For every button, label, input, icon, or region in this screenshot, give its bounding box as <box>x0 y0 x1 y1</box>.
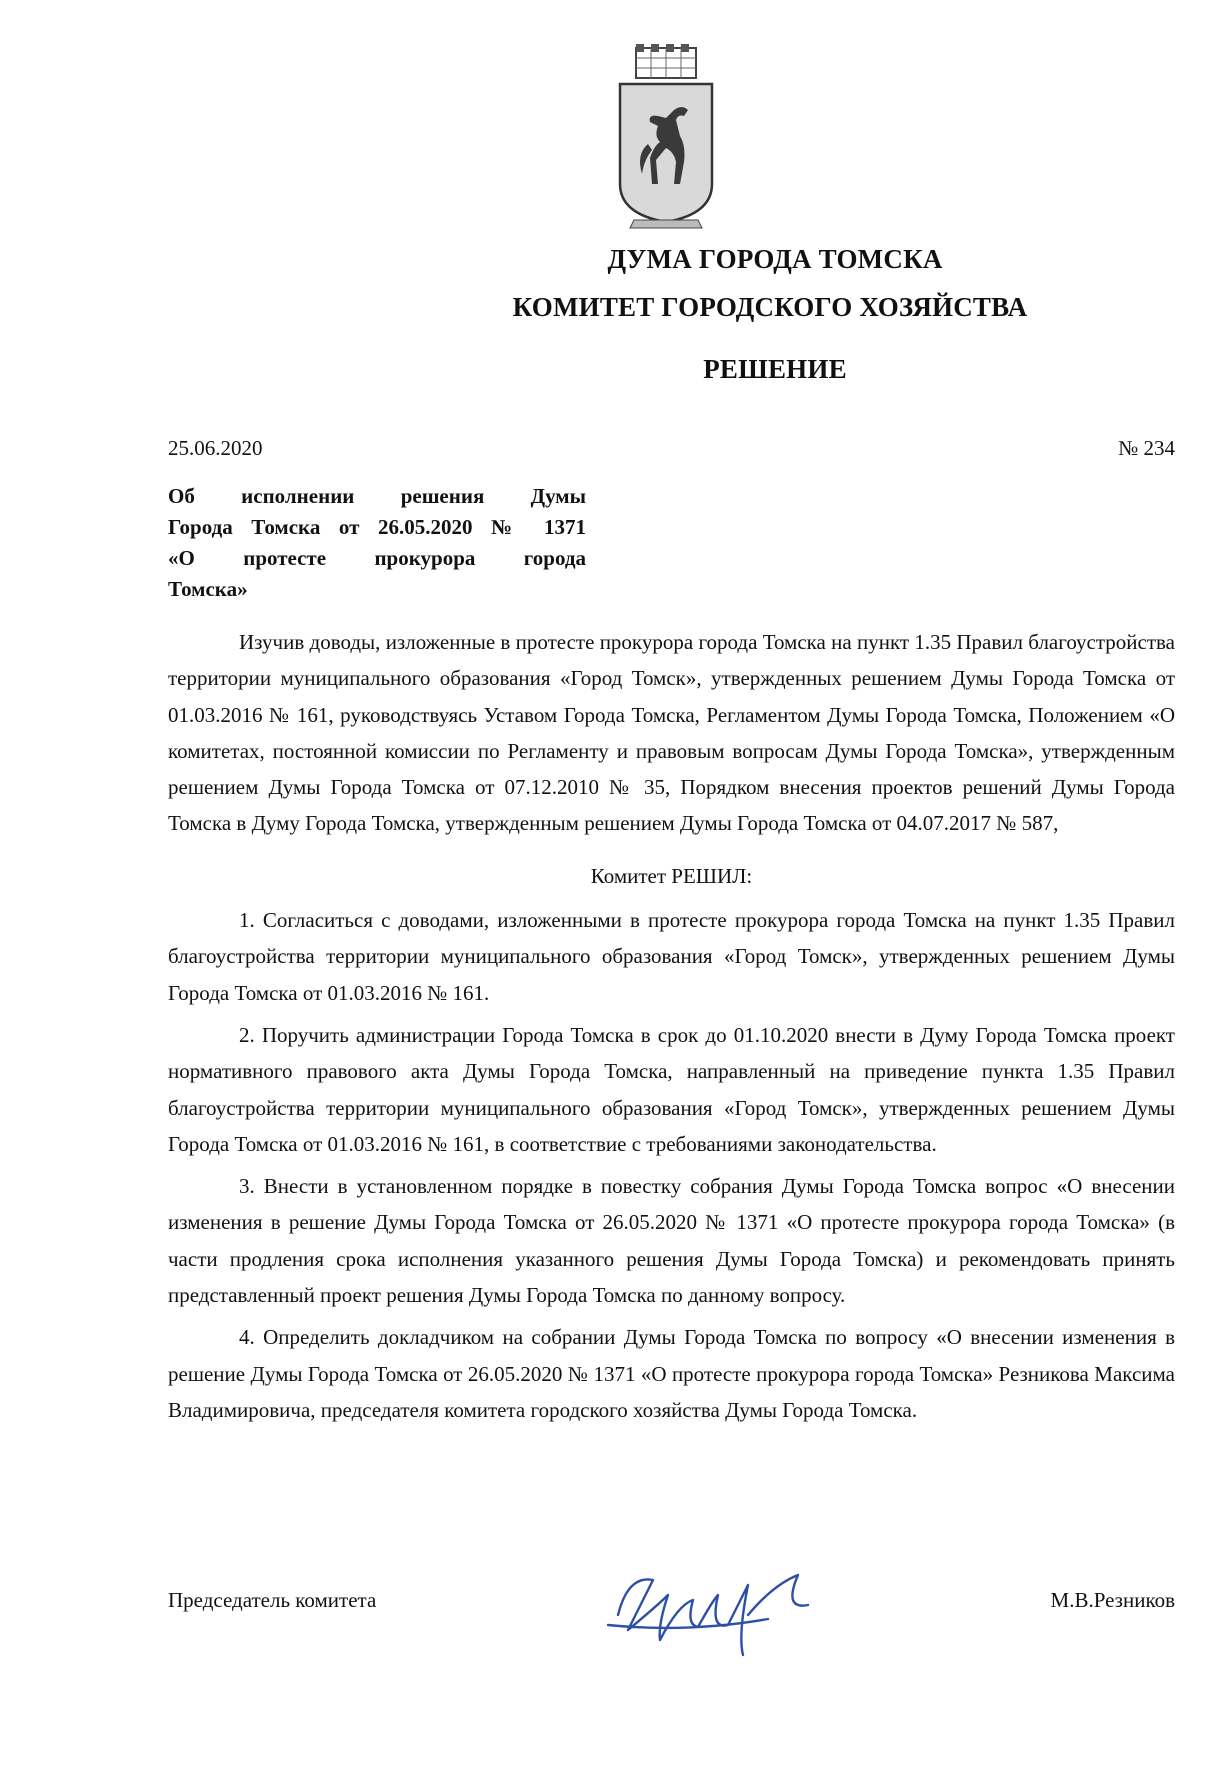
decision-item: 2. Поручить администрации Города Томска в срок до 01.10.2020 внести в Думу Города Томска проект нормативного правового акта Думы Города Томска, направленный на приведение пункта 1.35 Правил благоустройства территории муниципального образования «Город Томск», утвержденных решением Думы Города Томска от 01.03.2016 № 161, в соответствие с требованиями законодательства. <box>168 1022 1175 1156</box>
committee-name: КОМИТЕТ ГОРОДСКОГО ХОЗЯЙСТВА <box>512 292 1028 322</box>
document-number: № 234 <box>1118 436 1175 460</box>
handwritten-signature-icon <box>598 1555 828 1665</box>
document-subject <box>168 481 586 605</box>
subject-line: Томска» <box>168 577 248 601</box>
signer-name: М.В.Резников <box>1050 1588 1175 1612</box>
document-date: 25.06.2020 <box>168 436 263 460</box>
signer-title: Председатель комитета <box>168 1588 377 1612</box>
preamble-paragraph: Изучив доводы, изложенные в протесте прокурора города Томска на пункт 1.35 Правил благоустройства территории муниципального образования «Город Томск», утвержденных решением Думы Города Томска от 01.03.2016 № 161, руководствуясь Уставом Города Томска, Регламентом Думы Города Томска, Положением «О комитетах, постоянной комиссии по Регламенту и правовым вопросам Думы Города Томска», утвержденным решением Думы Города Томска от 07.12.2010 № 35, Порядком внесения проектов решений Думы Города Томска в Думу Города Томска, утвержденным решением Думы Города Томска от 04.07.2017 № 587, <box>168 630 1175 836</box>
document-type: РЕШЕНИЕ <box>703 354 847 384</box>
organization-name: ДУМА ГОРОДА ТОМСКА <box>607 244 943 274</box>
tomsk-coat-of-arms-icon <box>614 44 718 230</box>
decision-item: 3. Внести в установленном порядке в повестку собрания Думы Города Томска вопрос «О внесении изменения в решение Думы Города Томска от 26.05.2020 № 1371 «О протесте прокурора города Томска» (в части продления срока исполнения указанного решения Думы Города Томска) и рекомендовать принять представленный проект решения Думы Города Томска по данному вопросу. <box>168 1174 1175 1308</box>
subject-line: Об исполнении решения Думы <box>168 484 586 508</box>
subject-line: «О протесте прокурора города <box>168 546 586 570</box>
decision-heading: Комитет РЕШИЛ: <box>590 863 753 888</box>
subject-line: Города Томска от 26.05.2020 № 1371 <box>168 515 586 539</box>
decision-item: 4. Определить докладчиком на собрании Думы Города Томска по вопросу «О внесении изменения в решение Думы Города Томска от 26.05.2020 № 1371 «О протесте прокурора города Томска» Резникова Максима Владимировича, председателя комитета городского хозяйства Думы Города Томска. <box>168 1325 1175 1422</box>
document-body <box>168 624 1175 1434</box>
decision-item: 1. Согласиться с доводами, изложенными в протесте прокурора города Томска на пункт 1.35 Правил благоустройства территории муниципального образования «Город Томск», утвержденных решением Думы Города Томска от 01.03.2016 № 161. <box>168 908 1175 1005</box>
